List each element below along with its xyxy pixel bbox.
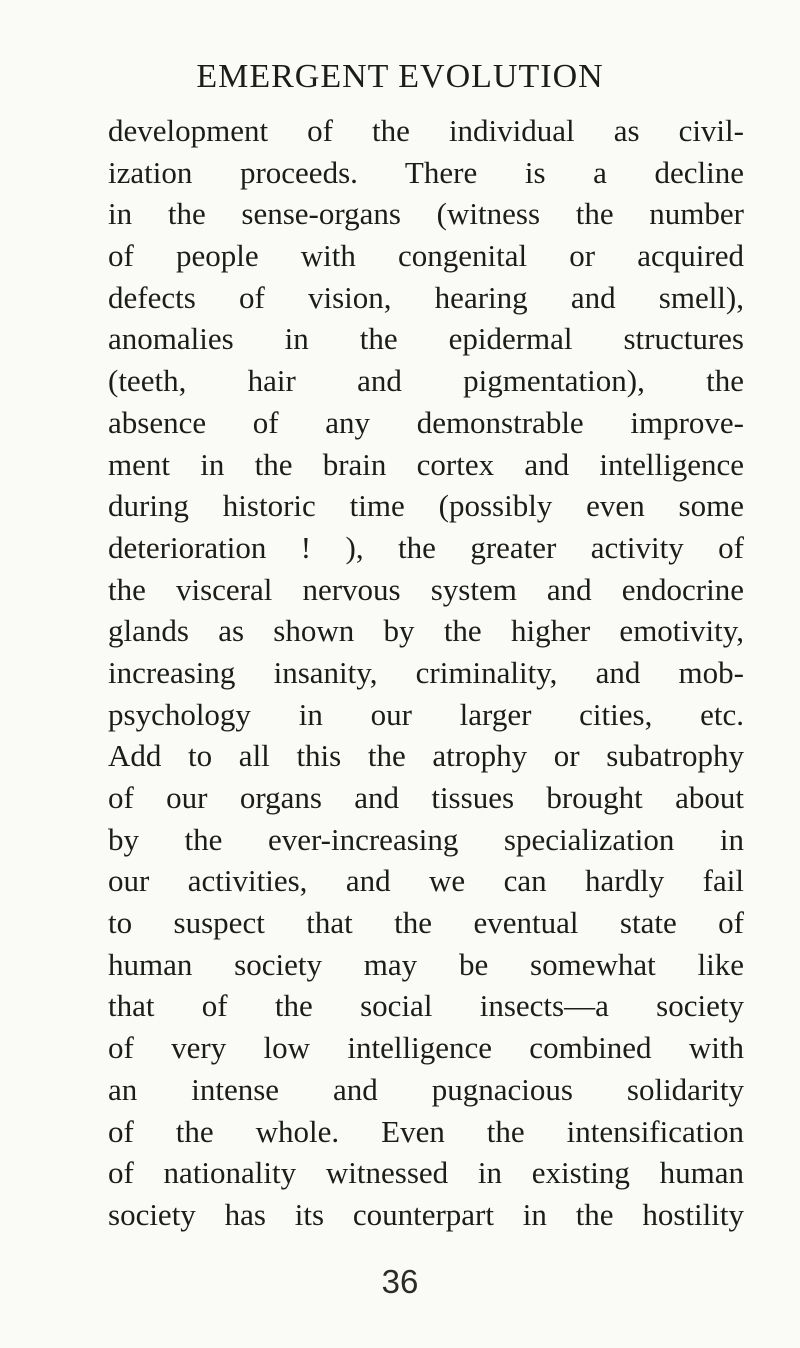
text-line: glands as shown by the higher emotivity, xyxy=(108,613,744,649)
text-line: in the sense-organs (witness the number xyxy=(108,196,744,232)
text-line: ization proceeds. There is a decline xyxy=(108,154,744,190)
text-line: anomalies in the epidermal structures xyxy=(108,321,744,357)
text-line: of people with congenital or acquired xyxy=(108,238,744,274)
text-line: of nationality witnessed in existing human xyxy=(108,1155,744,1191)
text-line: to suspect that the eventual state of xyxy=(108,905,744,941)
running-head: EMERGENT EVOLUTION xyxy=(196,58,604,95)
text-line: deterioration ! ), the greater activity of xyxy=(108,529,744,565)
text-line: society has its counterpart in the hostility xyxy=(108,1196,744,1232)
text-line: absence of any demonstrable improve- xyxy=(108,404,744,440)
text-line: our activities, and we can hardly fail xyxy=(108,863,744,899)
page-number: 36 xyxy=(381,1263,419,1300)
text-line: ment in the brain cortex and intelligence xyxy=(108,446,744,482)
text-line: defects of vision, hearing and smell), xyxy=(108,279,744,315)
text-line: that of the social insects—a society xyxy=(108,988,744,1024)
body-text xyxy=(108,110,744,1236)
text-line: human society may be somewhat like xyxy=(108,946,744,982)
text-line: development of the individual as civil- xyxy=(108,113,744,148)
text-line: an intense and pugnacious solidarity xyxy=(108,1071,744,1107)
text-line: by the ever-increasing specialization in xyxy=(108,821,744,857)
text-line: of very low intelligence combined with xyxy=(108,1030,744,1066)
text-line: (teeth, hair and pigmentation), the xyxy=(108,363,744,399)
text-line: during historic time (possibly even some xyxy=(108,488,744,524)
text-line: psychology in our larger cities, etc. xyxy=(108,696,744,732)
text-line: increasing insanity, criminality, and mob- xyxy=(108,654,744,690)
text-line: Add to all this the atrophy or subatrophy xyxy=(108,738,744,774)
text-line: of the whole. Even the intensification xyxy=(108,1113,744,1149)
text-line: of our organs and tissues brought about xyxy=(108,780,744,815)
text-line: the visceral nervous system and endocrine xyxy=(108,571,744,607)
